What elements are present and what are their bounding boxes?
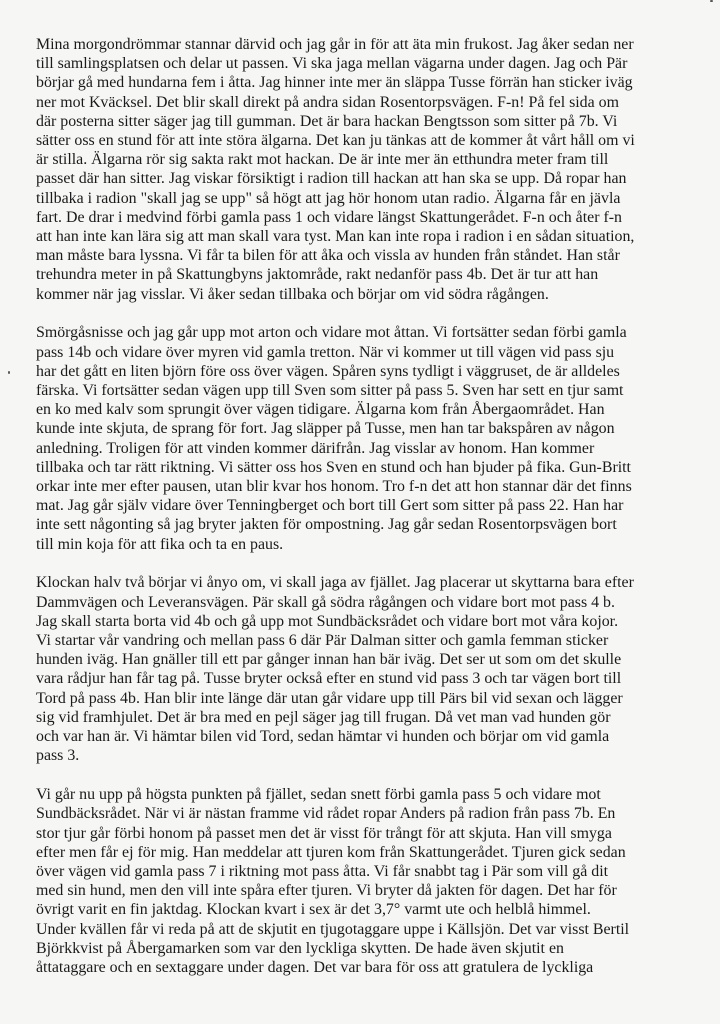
text-line: och var han är. Vi hämtar bilen vid Tord, sedan hämtar vi hunden och börjar om vid gamla	[36, 728, 610, 746]
text-line: över vägen vid gamla pass 7 i riktning mot pass åtta. Vi får snabbt tag i Pär som vill gå dit	[36, 862, 609, 880]
text-line: Jag skall starta borta vid 4b och gå upp mot Sundbäcksrådet och vidare bort mot våra kojor.	[36, 612, 619, 630]
text-line: orkar inte mer efter pausen, utan blir kvar hos honom. Tro f-n det att hon stannar där det finns	[36, 478, 632, 496]
text-line: sig vid framhjulet. Det är bra med en pejl säger jag till frugan. Då vet man vad hunden gör	[36, 708, 611, 726]
text-line: Klockan halv två börjar vi ånyo om, vi skall jaga av fjället. Jag placerar ut skyttarna bara efter	[36, 574, 634, 592]
text-line: till samlingsplatsen och delar ut passen. Vi ska jaga mellan vägarna under dagen. Jag och Pär	[36, 55, 628, 73]
text-line: passet där han sitter. Jag viskar försiktigt i radion till hackan att han ska se upp. Då ropar han	[36, 170, 627, 188]
text-line: åttataggare och en sextaggare under dagen. Det var bara för oss att gratulera de lyckliga	[36, 958, 594, 976]
text-line: att han inte kan lära sig att man skall vara tyst. Man kan inte ropa i radion i en sådan situation,	[36, 228, 635, 246]
text-line: tillbaka i radion "skall jag se upp" så högt att jag hör honom utan radio. Älgarna får en jävla	[36, 189, 621, 207]
text-line: pass 14b och vidare över myren vid gamla tretton. När vi kommer ut till vägen vid pass sju	[36, 343, 615, 361]
text-line: en ko med kalv som sprungit över vägen tidigare. Älgarna kom från Åbergaområdet. Han	[36, 401, 605, 419]
text-line: Vi startar vår vandring och mellan pass 6 där Pär Dalman sitter och gamla femman sticker	[36, 632, 609, 650]
text-line: kommer när jag visslar. Vi åker sedan tillbaka och börjar om vid södra rågången.	[36, 285, 549, 303]
paragraph-3	[36, 573, 702, 765]
text-line: man måste bara lyssna. Vi får ta bilen för att åka och vissla av hunden från ståndet. Han står	[36, 247, 620, 265]
paragraph-2	[36, 323, 702, 553]
text-line: färska. Vi fortsätter sedan vägen upp till Sven som sitter på pass 5. Sven har sett en tjur samt	[36, 382, 624, 400]
text-line: övrigt varit en fin jaktdag. Klockan kvart i sex är det 3,7° varmt ute och helblå himmel.	[36, 901, 591, 919]
text-line: sätter oss en stund för att inte störa älgarna. Det kan ju tänkas att de kommer åt vårt håll om vi	[36, 132, 635, 150]
scan-speck	[8, 371, 10, 374]
text-line: efter men får ej för mig. Han meddelar att tjuren kom från Skattungerådet. Tjuren gick sedan	[36, 843, 626, 861]
text-line: har det gått en liten björn före oss över vägen. Spåren syns tydligt i väggruset, de är alldeles	[36, 362, 620, 380]
text-line: Tord på pass 4b. Han blir inte länge där utan går vidare upp till Pärs bil vid sexan och lägger	[36, 689, 623, 707]
text-line: fart. De drar i medvind förbi gamla pass 1 och vidare längst Skattungerådet. F-n och åter f-n	[36, 208, 622, 226]
text-line: Mina morgondrömmar stannar därvid och jag går in för att äta min frukost. Jag åker sedan ner	[36, 36, 634, 53]
text-line: Sundbäcksrådet. När vi är nästan framme vid rådet ropar Anders på radion från pass 7b. En	[36, 805, 616, 823]
text-line: börjar gå med hundarna fem i åtta. Jag hinner inte mer än släppa Tusse förrän han sticker iväg	[36, 74, 633, 92]
text-line: Smörgåsnisse och jag går upp mot arton och vidare mot åttan. Vi fortsätter sedan förbi gamla	[36, 324, 627, 342]
text-line: stor tjur går förbi honom på passet men det är visst för trångt för att skjuta. Han vill smyga	[36, 824, 612, 842]
text-line: kunde inte skjuta, de sprang för fort. Jag släpper på Tusse, men han tar bakspåren av någon	[36, 420, 615, 438]
text-line: ner mot Kväcksel. Det blir skall direkt på andra sidan Rosentorpsvägen. F-n! På fel sida om	[36, 93, 619, 111]
text-line: Dammvägen och Leveransvägen. Pär skall gå södra rågången och vidare bort mot pass 4 b.	[36, 593, 615, 611]
text-line: Björkkvist på Åbergamarken som var den lyckliga skytten. De hade även skjutit en	[36, 939, 564, 957]
text-line: anledning. Troligen för att vinden kommer därifrån. Jag visslar av honom. Han kommer	[36, 439, 595, 457]
text-line: Under kvällen får vi reda på att de skjutit en tjugotaggare uppe i Källsjön. Det var visst Bertil	[36, 920, 630, 938]
text-line: tillbaka och tar rätt riktning. Vi sätter oss hos Sven en stund och han bjuder på fika. Gun-Britt	[36, 458, 631, 476]
text-line: där posterna sitter säger jag till gumman. Det är bara hackan Bengtsson som sitter på 7b. Vi	[36, 112, 618, 130]
text-line: trehundra meter in på Skattungbyns jaktområde, rakt nedanför pass 4b. Det är tur att han	[36, 266, 599, 284]
text-line: mat. Jag går själv vidare över Tenningberget och bort till Gert som sitter på pass 22. Han har	[36, 497, 624, 515]
scan-speck	[710, 0, 713, 2]
text-line: med sin hund, men den vill inte spåra efter tjuren. Vi bryter då jakten för dagen. Det har för	[36, 882, 617, 900]
text-line: är stilla. Älgarna rör sig sakta rakt mot hackan. De är inte mer än etthundra meter fram till	[36, 151, 609, 169]
text-line: Vi går nu upp på högsta punkten på fjället, sedan snett förbi gamla pass 5 och vidare mot	[36, 786, 601, 804]
text-line: vara rådjur han får tag på. Tusse bryter också efter en stund vid pass 3 och tar vägen bort till	[36, 670, 622, 688]
document-page	[36, 35, 702, 997]
text-line: pass 3.	[36, 747, 80, 765]
text-line: till min koja för att fika och ta en paus.	[36, 535, 284, 553]
text-line: hunden iväg. Han gnäller till ett par gånger innan han bär iväg. Det ser ut som om det skulle	[36, 651, 622, 669]
paragraph-4	[36, 785, 702, 977]
paragraph-1	[36, 35, 702, 304]
text-line: inte sett någonting så jag bryter jakten för ompostning. Jag går sedan Rosentorpsvägen bort	[36, 516, 617, 534]
